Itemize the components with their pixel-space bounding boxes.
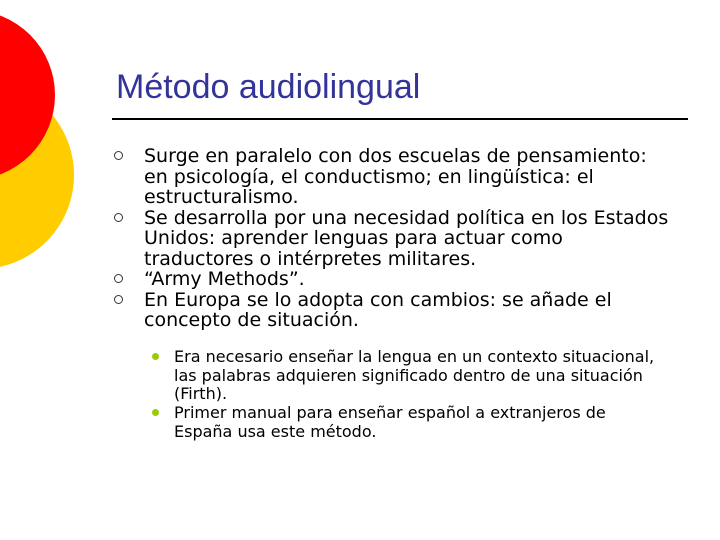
slide-title: Método audiolingual: [116, 68, 421, 106]
sub-bullet-text: Primer manual para enseñar español a extranjeros de España usa este método.: [174, 403, 606, 441]
bullet-item: [114, 290, 674, 331]
sub-bullet-text: Era necesario enseñar la lengua en un contexto situacional, las palabras adquieren significado dentro de una situación (Firth).: [174, 347, 655, 404]
hollow-circle-bullet-icon: [114, 213, 123, 222]
bullet-text: Se desarrolla por una necesidad política en los Estados Unidos: aprender lenguas para actuar como traductores o intérpretes militares.: [144, 206, 669, 270]
bullet-text: “Army Methods”.: [144, 268, 305, 290]
bullet-text: En Europa se lo adopta con cambios: se añade el concepto de situación.: [144, 288, 612, 331]
hollow-circle-bullet-icon: [114, 295, 123, 304]
sub-bullet-list: [146, 348, 666, 442]
bullet-item: [114, 269, 674, 290]
sub-bullet-item: [146, 348, 666, 404]
bullet-item: [114, 146, 674, 208]
bullet-item: [114, 208, 674, 270]
title-divider: [112, 118, 688, 120]
bullet-text: Surge en paralelo con dos escuelas de pensamiento: en psicología, el conductismo; en lingüística: el estructuralismo.: [144, 145, 647, 208]
hollow-circle-bullet-icon: [114, 151, 123, 160]
green-dot-bullet-icon: [152, 409, 159, 416]
hollow-circle-bullet-icon: [114, 274, 123, 283]
green-dot-bullet-icon: [152, 353, 159, 360]
bullet-list: [114, 146, 674, 331]
sub-bullet-item: [146, 404, 666, 441]
corner-decoration: [0, 0, 110, 320]
